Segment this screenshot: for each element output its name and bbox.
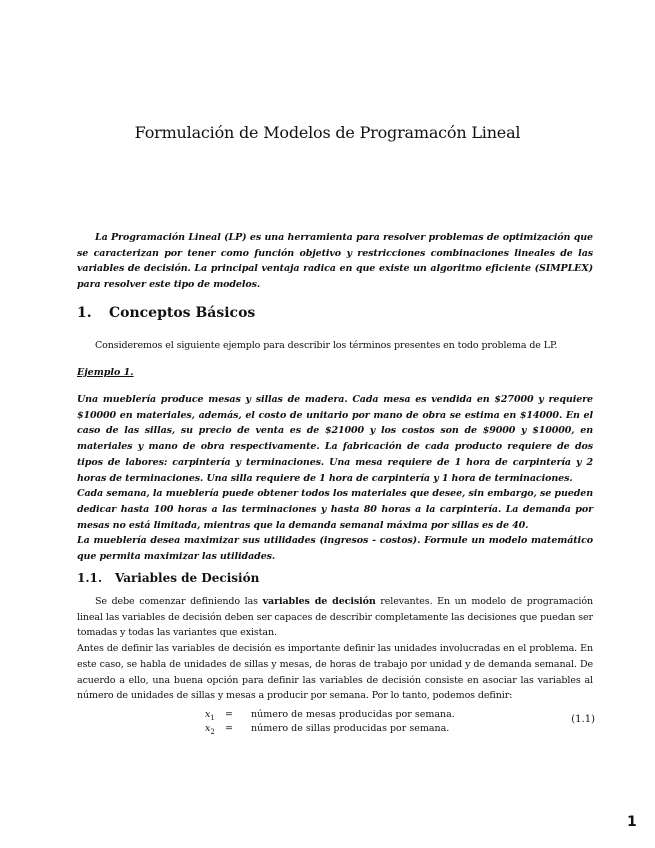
- equation-var-2-symbol: x: [205, 723, 211, 734]
- variables-p1-start: Se debe comenzar definiendo las: [95, 596, 263, 607]
- example-paragraph-2: Cada semana, la mueblería puede obtener todos los materiales que desee, sin embargo, se pueden dedicar hasta 100 horas a las terminaciones y hasta 80 horas a la carpintería. La demanda por mesas no está limitada, mientras que la demanda semanal máxima por sillas es de 40.: [77, 488, 593, 531]
- equation-block: [205, 708, 595, 736]
- equation-row-2: [205, 722, 595, 736]
- equation-definition-2: número de sillas producidas por semana.: [251, 723, 450, 734]
- equation-var-1-subscript: 1: [210, 713, 215, 722]
- intro-paragraph: Consideremos el siguiente ejemplo para describir los términos presentes en todo problema de LP.: [95, 340, 558, 351]
- variables-text: [77, 594, 593, 704]
- abstract: La Programación Lineal (LP) es una herramienta para resolver problemas de optimización que se caracterizan por tener como función objetivo y restricciones combinaciones lineales de las variables de decisión. La principal ventaja radica en que existe un algoritmo eficiente (SIMPLEX) para resolver este tipo de modelos.: [77, 232, 593, 291]
- equation-equals-1: =: [225, 709, 233, 720]
- example-paragraph-1: Una mueblería produce mesas y sillas de madera. Cada mesa es vendida en $27000 y requiere $10000 en materiales, además, el costo de unitario por mano de obra se estima en $14000. En el caso de las sillas, su precio de venta es de $21000 y los costos son de $9000 y $10000, en materiales y mano de obra respectivamente. La fabricación de cada producto requiere de dos tipos de labores: carpintería y terminaciones. Una mesa requiere de 1 hora de carpintería y 2 horas de terminaciones. Una silla requiere de 1 hora de carpintería y 1 hora de terminaciones.: [77, 394, 593, 484]
- section-title: Conceptos Básicos: [109, 305, 256, 321]
- example-paragraph-3: La mueblería desea maximizar sus utilidades (ingresos - costos). Formule un modelo matemático que permita maximizar las utilidades.: [77, 535, 593, 563]
- equation-equals-2: =: [225, 723, 233, 734]
- subsection-title: Variables de Decisión: [115, 571, 260, 585]
- page-title: Formulación de Modelos de Programacón Lineal: [134, 123, 521, 142]
- equation-variable-2: [205, 722, 225, 739]
- equation-number: (1.1): [571, 714, 595, 725]
- subsection-heading: [77, 571, 259, 585]
- section-number: 1.: [77, 305, 92, 321]
- equation-definition-1: número de mesas producidas por semana.: [251, 709, 455, 720]
- variables-paragraph-2: Antes de definir las variables de decisión es importante definir las unidades involucradas en el problema. En este caso, se habla de unidades de sillas y mesas, de horas de trabajo por unidad y de demanda semanal. De acuerdo a ello, una buena opción para definir las variables de decisión consiste en asociar las variables al número de unidades de sillas y mesas a producir por semana. Por lo tanto, podemos definir:: [77, 643, 593, 702]
- example-label: Ejemplo 1.: [77, 367, 134, 378]
- variables-paragraph-1: [77, 594, 593, 641]
- subsection-number: 1.1.: [77, 571, 103, 585]
- variables-p1-end: relevantes. En un modelo de programación lineal las variables de decisión deben ser capaces de describir completamente las decisiones que puedan ser tomadas y todas las variantes que existan.: [77, 596, 594, 639]
- example-block: [77, 392, 593, 565]
- equation-var-1-symbol: x: [205, 709, 211, 720]
- page-number: 1: [627, 814, 637, 830]
- section-heading: [77, 305, 255, 321]
- equation-row-1: [205, 708, 595, 722]
- equation-var-2-subscript: 2: [210, 727, 215, 736]
- variables-p1-bold: variables de decisión: [262, 596, 376, 607]
